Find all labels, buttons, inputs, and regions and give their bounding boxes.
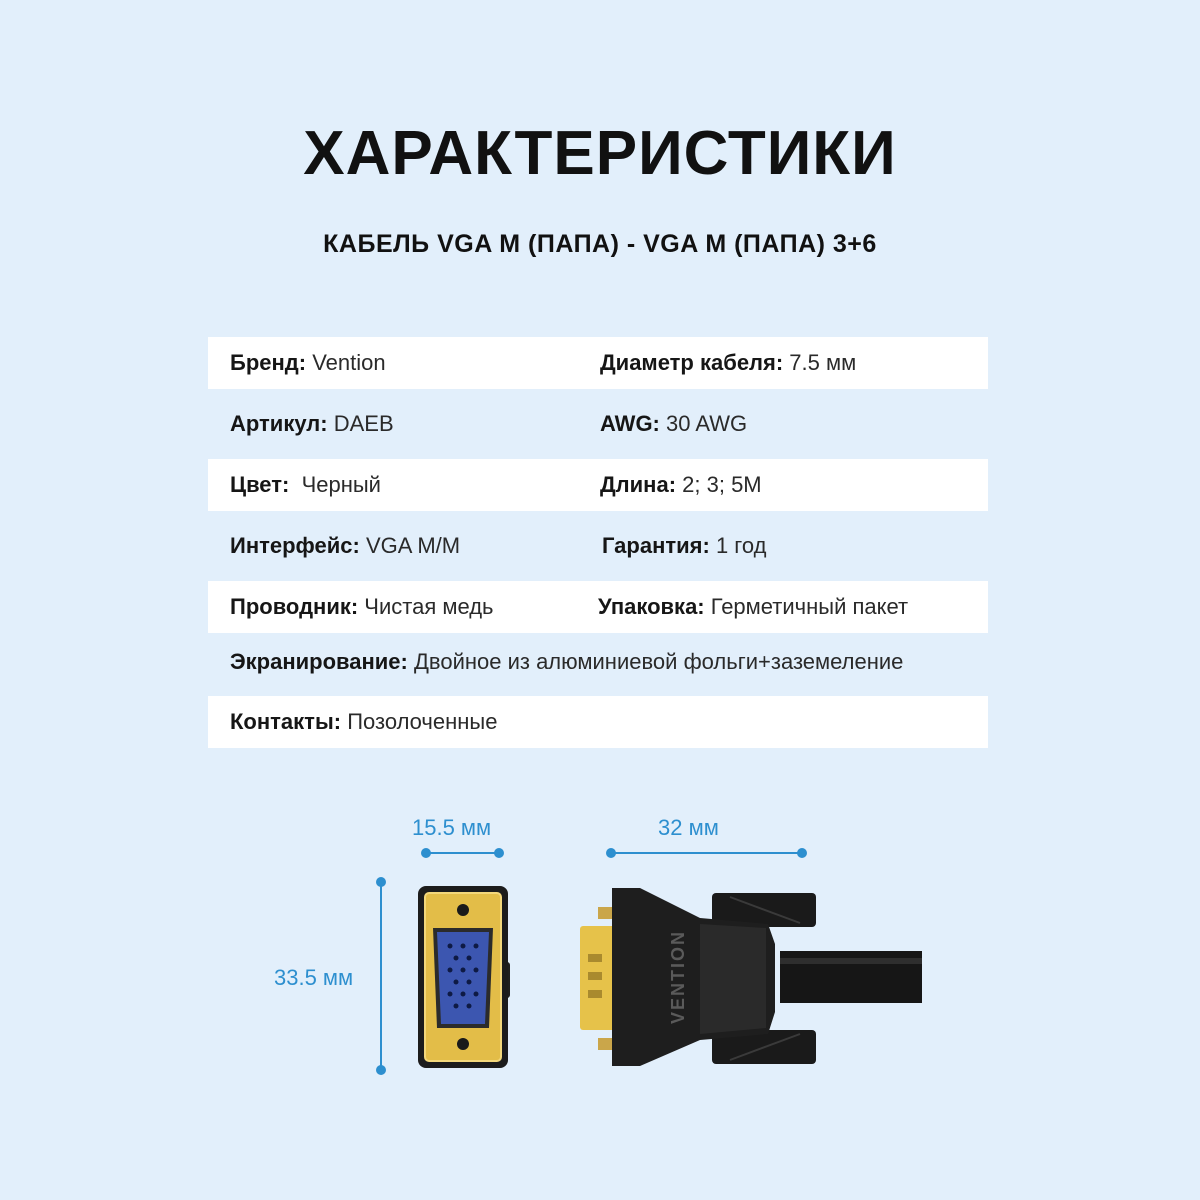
spec-value: Герметичный пакет: [704, 594, 909, 619]
spec-value: Чистая медь: [358, 594, 494, 619]
spec-label: AWG:: [600, 411, 660, 436]
spec-value: Позолоченные: [341, 709, 498, 734]
spec-value: Черный: [289, 472, 381, 497]
spec-label: Длина:: [600, 472, 677, 497]
spec-label: Диаметр кабеля:: [600, 350, 784, 375]
spec-label: Цвет:: [230, 472, 290, 497]
spec-value: VGA M/M: [359, 533, 461, 558]
vga-side-view: [580, 888, 922, 1066]
height-dimension-label: 33.5 мм: [274, 965, 354, 990]
width-dimension-label: 15.5 мм: [412, 815, 492, 840]
spec-value: 1 год: [709, 533, 767, 558]
page-title: ХАРАКТЕРИСТИКИ: [303, 119, 897, 188]
height-dimension-line: [377, 878, 385, 1074]
spec-label: Интерфейс:: [230, 533, 360, 558]
spec-label: Артикул:: [230, 411, 328, 436]
vga-front-view: [418, 886, 510, 1068]
spec-label: Проводник:: [230, 594, 359, 619]
spec-label: Гарантия:: [602, 533, 710, 558]
brand-mark: VENTION: [668, 930, 688, 1025]
length-dimension-label: 32 мм: [658, 815, 719, 840]
spec-label: Бренд:: [230, 350, 307, 375]
spec-label: Контакты:: [230, 709, 342, 734]
spec-value: Vention: [306, 350, 386, 375]
product-subtitle: КАБЕЛЬ VGA M (ПАПА) - VGA M (ПАПА) 3+6: [323, 230, 877, 258]
spec-label: Экранирование:: [230, 649, 408, 674]
spec-value: 30 AWG: [659, 411, 748, 436]
spec-value: 2; 3; 5M: [676, 472, 762, 497]
spec-value: DAEB: [327, 411, 394, 436]
width-dimension-line: [422, 849, 503, 857]
length-dimension-line: [607, 849, 806, 857]
spec-label: Упаковка:: [598, 594, 705, 619]
spec-value: 7.5 мм: [783, 350, 857, 375]
spec-value: Двойное из алюминиевой фольги+заземеление: [407, 649, 904, 674]
